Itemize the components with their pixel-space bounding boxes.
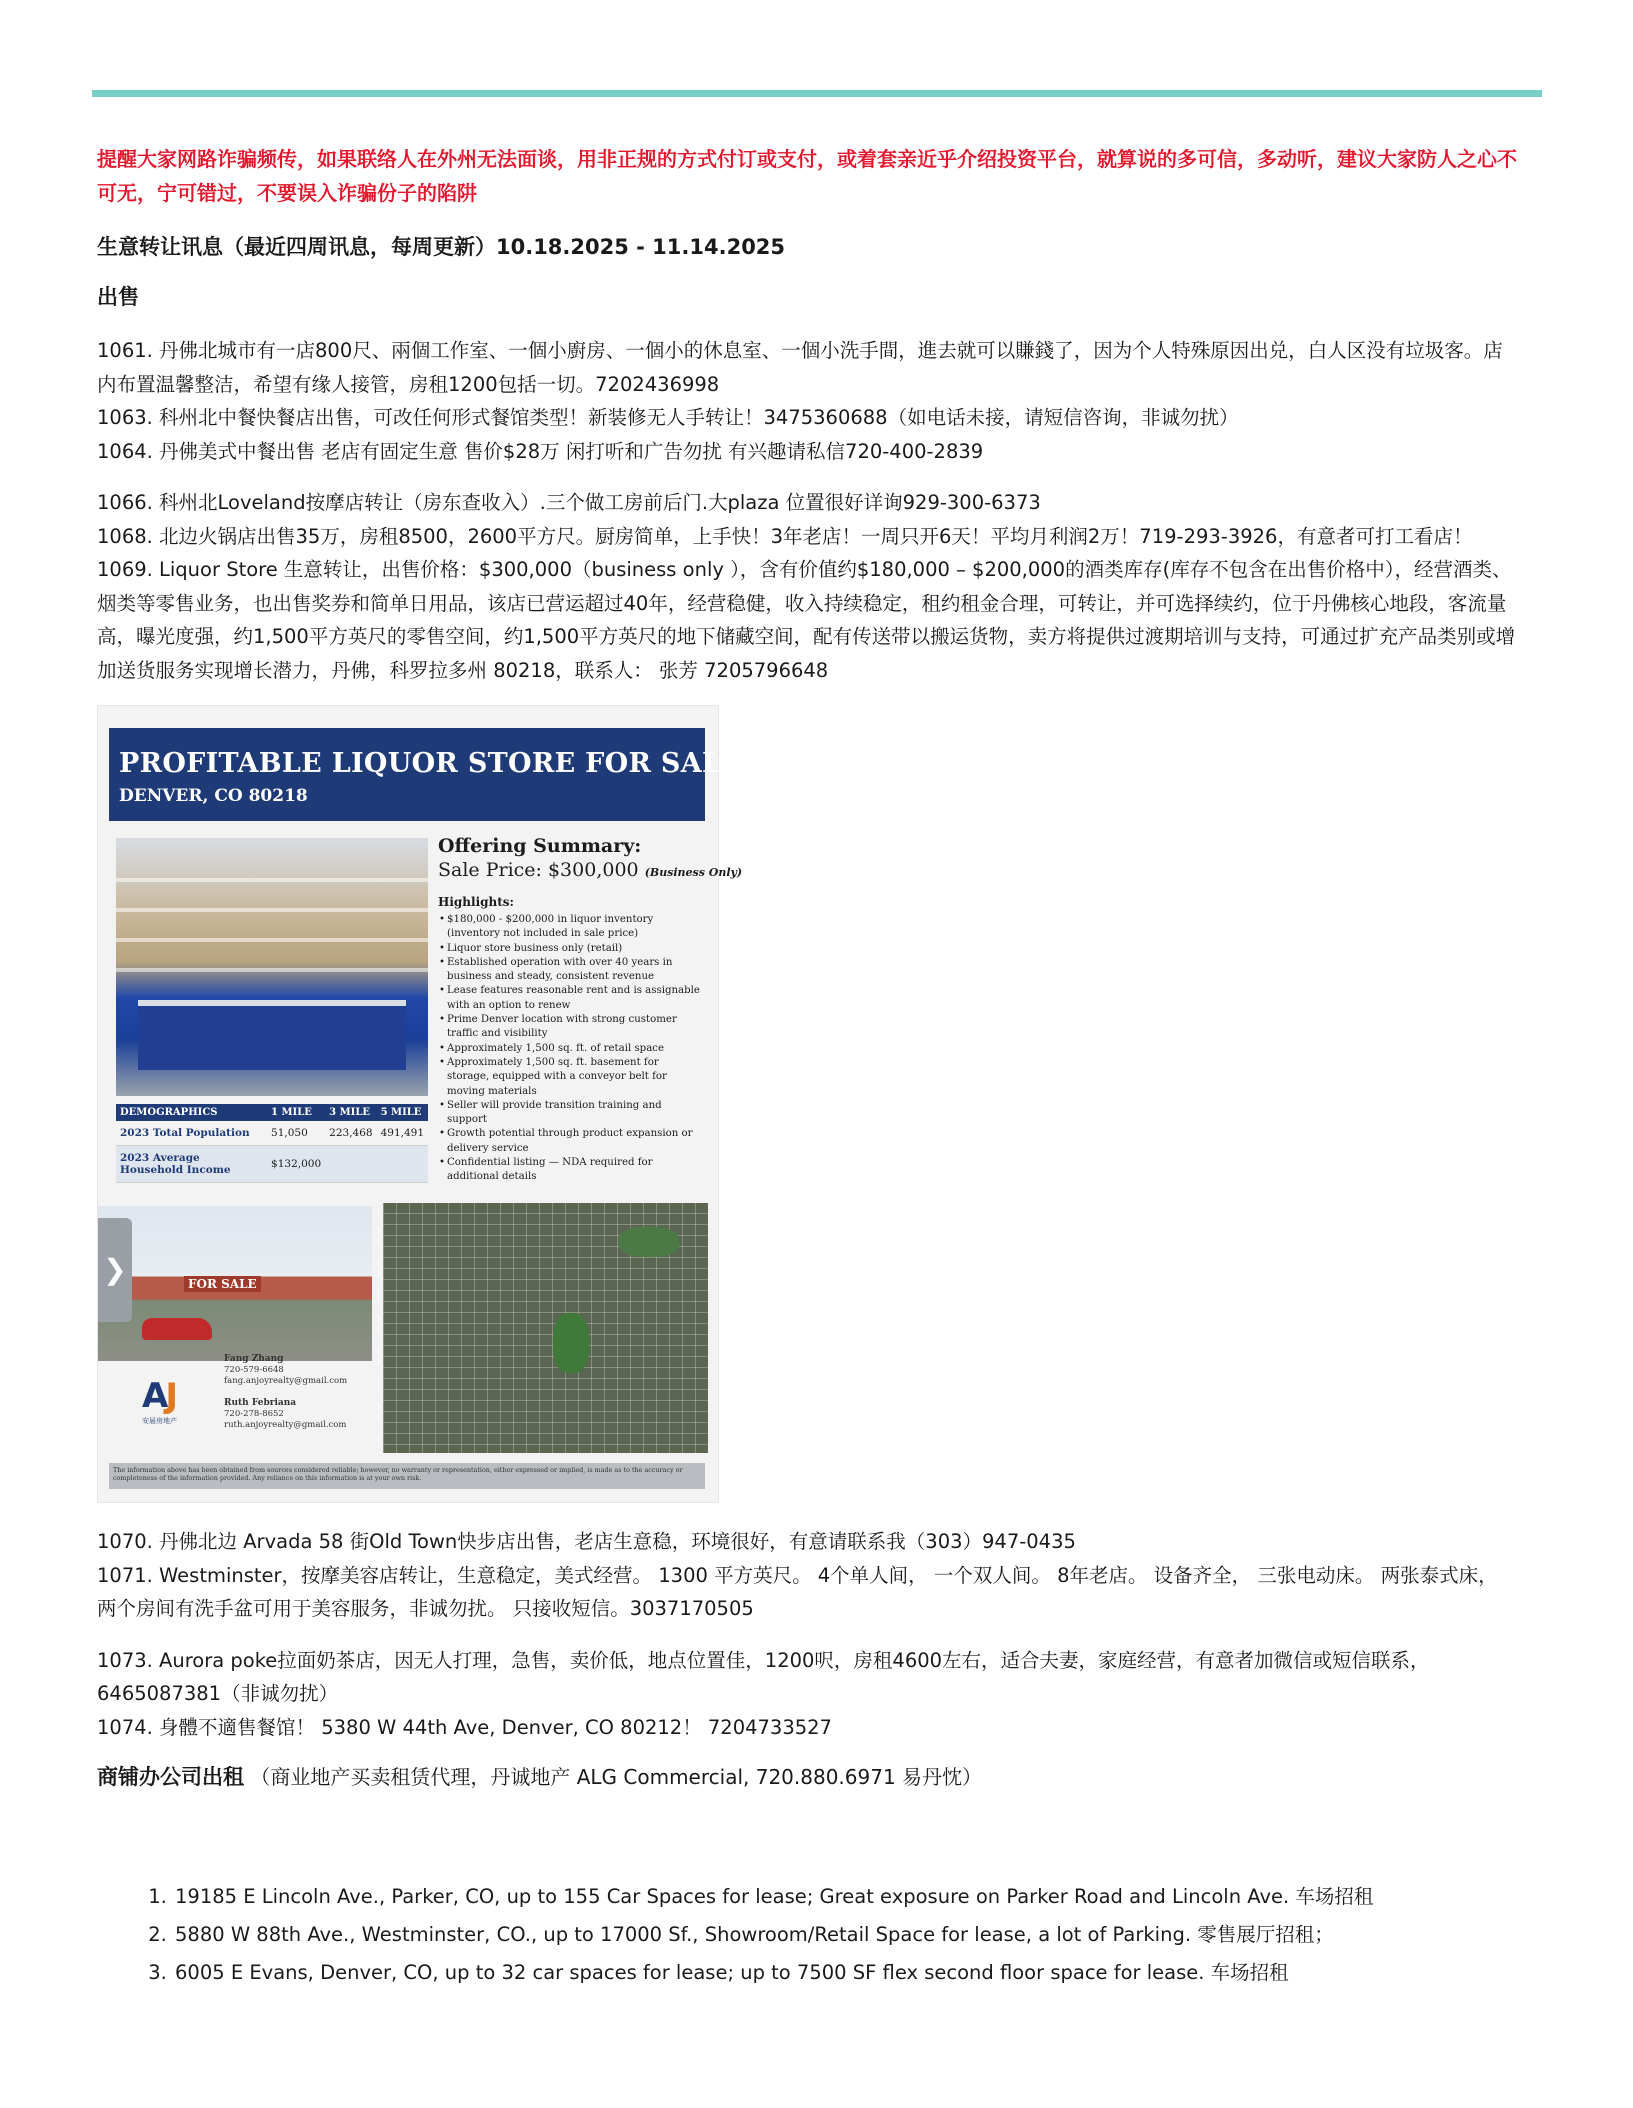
article-content (97, 142, 1517, 1810)
highlight-item: • Approximately 1,500 sq. ft. of retail space (447, 1042, 703, 1056)
listing-1071: 1071. Westminster，按摩美容店转让，生意稳定，美式经营。 1300 平方英尺。 4个单人间， 一个双人间。 8年老店。 设备齐全， 三张电动床。 两张泰式床， 两个房间有洗手盆可用于美容服务，非诚勿扰。 只接收短信。3037170505 (97, 1563, 1498, 1620)
listing-1061: 1061. 丹佛北城市有一店800尺、兩個工作室、一個小廚房、一個小的休息室、一個小洗手間，進去就可以賺錢了，因为个人特殊原因出兑，白人区没有垃圾客。店内布置温馨整洁，希望有缘人接管，房租1200包括一切。7202436998 (97, 339, 1503, 396)
highlights-label: Highlights: (438, 895, 514, 909)
listing-1074: 1074. 身體不適售餐馆！ 5380 W 44th Ave, Denver, CO 80212！ 7204733527 (97, 1715, 832, 1739)
anjoy-realty-logo: AJ 安届房地产 (142, 1376, 177, 1425)
listing-1069: 1069. Liquor Store 生意转让，出售价格：$300,000（business only ），含有价值约$180,000 – $200,000的酒类库存(库存不包含在出售价格中），经营酒类、烟类等零售业务，也出售奖券和简单日用品，该店已营运超过40年，经营稳健，收入持续稳定，租约租金合理，可转让，并可选择续约，位于丹佛核心地段，客流量高，曝光度强，约1,500平方英尺的零售空间，约1,500平方英尺的地下储藏空间，配有传送带以搬运货物，卖方将提供过渡期培训与支持，可通过扩充产品类别或增加送货服务实现增长潜力，丹佛，科罗拉多州 80218，联系人： 张芳 7205796648 (97, 558, 1516, 682)
listing-group (97, 486, 1517, 687)
demo-pop-label: 2023 Total Population (116, 1121, 267, 1146)
top-accent-bar (92, 90, 1542, 97)
chevron-right-icon[interactable]: ❯ (98, 1218, 132, 1322)
section-title-sale: 出售 (97, 285, 139, 309)
highlight-item: • Prime Denver location with strong customer traffic and visibility (447, 1013, 703, 1042)
demographics-table (116, 1104, 428, 1183)
demo-header: DEMOGRAPHICS (116, 1104, 267, 1121)
highlight-item: • $180,000 - $200,000 in liquor inventory (inventory not included in sale price) (447, 913, 703, 942)
office-lease-note: （商业地产买卖租赁代理，丹诚地产 ALG Commercial, 720.880.6971 易丹忱） (250, 1765, 983, 1789)
demo-cell: 491,491 (377, 1121, 428, 1146)
liquor-store-flyer-image[interactable] (97, 705, 743, 1503)
listing-1070: 1070. 丹佛北边 Arvada 58 街Old Town快步店出售，老店生意稳，环境很好，有意请联系我（303）947-0435 (97, 1530, 1076, 1553)
office-lease-heading: 商铺办公司出租 （商业地产买卖租赁代理，丹诚地产 ALG Commercial, 720.880.6971 易丹忱） (97, 1765, 983, 1789)
offering-label: Offering Summary: (438, 835, 642, 857)
listing-1066: 1066. 科州北Loveland按摩店转让（房东查收入）.三个做工房前后门.大plaza 位置很好详询929-300-6373 (97, 491, 1041, 514)
listing-1063: 1063. 科州北中餐快餐店出售，可改任何形式餐馆类型！新装修无人手转让！3475360688（如电话未接，请短信咨询，非诚勿扰） (97, 406, 1239, 429)
for-sale-sign: FOR SALE (184, 1276, 261, 1292)
page-heading: 生意转让讯息（最近四周讯息，每周更新）10.18.2025 - 11.14.2025 (97, 235, 786, 259)
demo-header: 3 MILE (325, 1104, 376, 1121)
offering-summary (438, 834, 743, 1185)
listing-1064: 1064. 丹佛美式中餐出售 老店有固定生意 售价$28万 闲打听和广告勿扰 有兴趣请私信720-400-2839 (97, 439, 984, 463)
flyer-disclaimer: The information above has been obtained from sources considered reliable; however, no warranty or representation, either expressed or implied, is made as to the accuracy or completeness of the information provided. Any reliance on this information is at your own risk. (109, 1463, 705, 1489)
office-item: 2. 5880 W 88th Ave., Westminster, CO., up to 17000 Sf., Showroom/Retail Space for lease, a lot of Parking. 零售展厅招租； (173, 1916, 1593, 1954)
highlight-item: • Confidential listing — NDA required for additional details (447, 1156, 703, 1185)
listing-group (97, 334, 1517, 468)
listing-group (97, 1525, 1517, 1626)
listing-group (97, 1644, 1517, 1745)
flyer-banner (109, 728, 743, 821)
flyer-location: DENVER, CO 80218 (119, 786, 308, 806)
highlights-list (438, 913, 703, 1185)
fraud-warning: 提醒大家网路诈骗频传，如果联络人在外州无法面谈，用非正规的方式付订或支付，或着套亲近乎介绍投资平台，就算说的多可信，多动听，建议大家防人之心不可无，宁可错过，不要误入诈骗份子的陷阱 (97, 147, 1517, 205)
flyer-title: PROFITABLE LIQUOR STORE FOR SALE (119, 748, 743, 779)
office-item: 1. 19185 E Lincoln Ave., Parker, CO, up to 155 Car Spaces for lease; Great exposure on Parker Road and Lincoln Ave. 车场招租 (173, 1878, 1593, 1916)
demo-cell: 223,468 (325, 1121, 376, 1146)
highlight-item: • Growth potential through product expansion or delivery service (447, 1127, 703, 1156)
highlight-item: • Liquor store business only (retail) (447, 942, 703, 956)
flyer-contacts: Fang Zhang 720-579-6648 fang.anjoyrealty@gmail.com Ruth Febriana 720-278-8652 ruth.anjoyrealty@gmail.com (224, 1354, 348, 1430)
highlight-item: • Established operation with over 40 years in business and steady, consistent revenue (447, 956, 703, 985)
listing-1073: 1073. Aurora poke拉面奶茶店，因无人打理，急售，卖价低，地点位置佳，1200呎，房租4600左右，适合夫妻，家庭经营，有意者加微信或短信联系，6465087381（非诚勿扰） (97, 1648, 1430, 1705)
demo-income-label: 2023 Average Household Income (116, 1146, 267, 1183)
highlight-item: • Seller will provide transition training and support (447, 1099, 703, 1128)
highlight-item: • Lease features reasonable rent and is assignable with an option to renew (447, 984, 703, 1013)
sale-price: Sale Price: $300,000 (Business Only) (438, 859, 743, 881)
highlight-item: • Approximately 1,500 sq. ft. basement for storage, equipped with a conveyor belt for moving materials (447, 1056, 703, 1099)
office-lease-list (97, 1878, 1593, 1992)
demo-cell: 51,050 (267, 1121, 325, 1146)
listing-1068: 1068. 北边火锅店出售35万，房租8500，2600平方尺。厨房简单，上手快！3年老店！一周只开6天！平均月利润2万！719-293-3926，有意者可打工看店！ (97, 524, 1473, 548)
demo-cell: $132,000 (267, 1146, 325, 1183)
store-interior-photo (116, 838, 428, 1096)
building-exterior-photo (98, 1206, 372, 1361)
demo-header: 1 MILE (267, 1104, 325, 1121)
aerial-map-image (383, 1203, 708, 1453)
demo-header: 5 MILE (377, 1104, 428, 1121)
office-item: 3. 6005 E Evans, Denver, CO, up to 32 car spaces for lease; up to 7500 SF flex second floor space for lease. 车场招租 (173, 1954, 1593, 1992)
